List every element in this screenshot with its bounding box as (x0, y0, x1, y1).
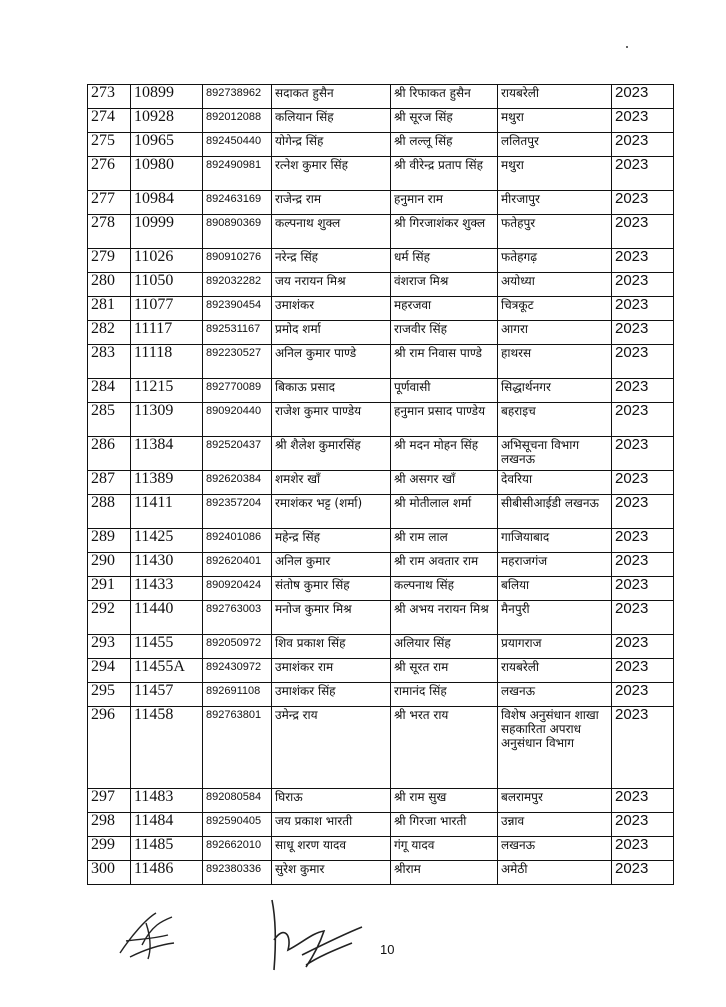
pno-cell: 892662010 (203, 837, 272, 861)
father-name-cell: वंशराज मिश्र (391, 273, 498, 297)
pno-cell: 892230527 (203, 345, 272, 379)
posting-cell: अभिसूचना विभाग लखनऊ (498, 437, 612, 471)
name-cell: नरेन्द्र सिंह (272, 249, 391, 273)
year-cell: 2023 (612, 345, 674, 379)
year-cell: 2023 (612, 813, 674, 837)
number-cell: 11118 (131, 345, 203, 379)
table-row (88, 191, 674, 215)
name-cell: उमाशंकर (272, 297, 391, 321)
table-row (88, 379, 674, 403)
pno-cell: 892012088 (203, 109, 272, 133)
posting-cell: सिद्धार्थनगर (498, 379, 612, 403)
serial-cell: 286 (88, 437, 131, 471)
posting-cell: बहराइच (498, 403, 612, 437)
serial-cell: 300 (88, 861, 131, 885)
father-name-cell: श्री गिरजा भारती (391, 813, 498, 837)
serial-cell: 297 (88, 789, 131, 813)
name-cell: शमशेर खाँ (272, 471, 391, 495)
year-cell: 2023 (612, 273, 674, 297)
table-row (88, 109, 674, 133)
number-cell: 11458 (131, 707, 203, 789)
number-cell: 11457 (131, 683, 203, 707)
serial-cell: 279 (88, 249, 131, 273)
name-cell: घिराऊ (272, 789, 391, 813)
pno-cell: 892620401 (203, 553, 272, 577)
pno-cell: 892463169 (203, 191, 272, 215)
year-cell: 2023 (612, 133, 674, 157)
number-cell: 11430 (131, 553, 203, 577)
posting-cell: मीरजापुर (498, 191, 612, 215)
father-name-cell: श्री वीरेन्द्र प्रताप सिंह (391, 157, 498, 191)
serial-cell: 281 (88, 297, 131, 321)
name-cell: बिकाऊ प्रसाद (272, 379, 391, 403)
posting-cell: रायबरेली (498, 659, 612, 683)
serial-cell: 280 (88, 273, 131, 297)
number-cell: 11425 (131, 529, 203, 553)
father-name-cell: महरजवा (391, 297, 498, 321)
father-name-cell: श्री लल्लू सिंह (391, 133, 498, 157)
table-row (88, 297, 674, 321)
pno-cell: 890920440 (203, 403, 272, 437)
name-cell: संतोष कुमार सिंह (272, 577, 391, 601)
number-cell: 11215 (131, 379, 203, 403)
serial-cell: 276 (88, 157, 131, 191)
posting-cell: बलरामपुर (498, 789, 612, 813)
year-cell: 2023 (612, 249, 674, 273)
name-cell: राजेश कुमार पाण्डेय (272, 403, 391, 437)
year-cell: 2023 (612, 403, 674, 437)
year-cell: 2023 (612, 837, 674, 861)
serial-cell: 273 (88, 85, 131, 109)
signature-middle (262, 895, 372, 980)
pno-cell: 892691108 (203, 683, 272, 707)
year-cell: 2023 (612, 707, 674, 789)
father-name-cell: धर्म सिंह (391, 249, 498, 273)
name-cell: राजेन्द्र राम (272, 191, 391, 215)
father-name-cell: गंगू यादव (391, 837, 498, 861)
name-cell: रत्नेश कुमार सिंह (272, 157, 391, 191)
father-name-cell: श्री अभय नरायन मिश्र (391, 601, 498, 635)
pno-cell: 892590405 (203, 813, 272, 837)
father-name-cell: श्री गिरजाशंकर शुक्ल (391, 215, 498, 249)
table-row (88, 215, 674, 249)
number-cell: 11077 (131, 297, 203, 321)
posting-cell: देवरिया (498, 471, 612, 495)
serial-cell: 298 (88, 813, 131, 837)
posting-cell: आगरा (498, 321, 612, 345)
serial-cell: 284 (88, 379, 131, 403)
posting-cell: उन्नाव (498, 813, 612, 837)
father-name-cell: श्री राम सुख (391, 789, 498, 813)
table-row (88, 403, 674, 437)
name-cell: योगेन्द्र सिंह (272, 133, 391, 157)
father-name-cell: श्री मोतीलाल शर्मा (391, 495, 498, 529)
posting-cell: मथुरा (498, 109, 612, 133)
year-cell: 2023 (612, 495, 674, 529)
table-row (88, 553, 674, 577)
signature-left (112, 905, 192, 965)
serial-cell: 275 (88, 133, 131, 157)
table-row (88, 495, 674, 529)
father-name-cell: श्री असगर खाँ (391, 471, 498, 495)
pno-cell: 892050972 (203, 635, 272, 659)
year-cell: 2023 (612, 601, 674, 635)
table-row (88, 345, 674, 379)
posting-cell: ललितपुर (498, 133, 612, 157)
number-cell: 11484 (131, 813, 203, 837)
number-cell: 10999 (131, 215, 203, 249)
pno-cell: 892738962 (203, 85, 272, 109)
father-name-cell: श्री राम अवतार राम (391, 553, 498, 577)
father-name-cell: श्री रिफाकत हुसैन (391, 85, 498, 109)
posting-cell: लखनऊ (498, 837, 612, 861)
number-cell: 11483 (131, 789, 203, 813)
pno-cell: 892763003 (203, 601, 272, 635)
table-row (88, 601, 674, 635)
serial-cell: 288 (88, 495, 131, 529)
father-name-cell: श्री भरत राय (391, 707, 498, 789)
pno-cell: 892401086 (203, 529, 272, 553)
number-cell: 11117 (131, 321, 203, 345)
year-cell: 2023 (612, 85, 674, 109)
number-cell: 10984 (131, 191, 203, 215)
serial-cell: 283 (88, 345, 131, 379)
number-cell: 11455 (131, 635, 203, 659)
name-cell: अनिल कुमार (272, 553, 391, 577)
posting-cell: अमेठी (498, 861, 612, 885)
table-row (88, 813, 674, 837)
father-name-cell: श्री सूरत राम (391, 659, 498, 683)
serial-cell: 292 (88, 601, 131, 635)
posting-cell: विशेष अनुसंधान शाखा सहकारिता अपराध अनुसंधान विभाग (498, 707, 612, 789)
table-row (88, 683, 674, 707)
name-cell: प्रमोद शर्मा (272, 321, 391, 345)
father-name-cell: अलियार सिंह (391, 635, 498, 659)
father-name-cell: श्रीराम (391, 861, 498, 885)
pno-cell: 892490981 (203, 157, 272, 191)
name-cell: जय नरायन मिश्र (272, 273, 391, 297)
table-row (88, 321, 674, 345)
serial-cell: 293 (88, 635, 131, 659)
name-cell: उमेन्द्र राय (272, 707, 391, 789)
pno-cell: 892770089 (203, 379, 272, 403)
serial-cell: 291 (88, 577, 131, 601)
serial-cell: 299 (88, 837, 131, 861)
serial-cell: 295 (88, 683, 131, 707)
year-cell: 2023 (612, 157, 674, 191)
serial-cell: 296 (88, 707, 131, 789)
speck (626, 46, 628, 48)
year-cell: 2023 (612, 379, 674, 403)
number-cell: 11485 (131, 837, 203, 861)
year-cell: 2023 (612, 683, 674, 707)
table-body (88, 85, 674, 885)
name-cell: अनिल कुमार पाण्डे (272, 345, 391, 379)
number-cell: 11050 (131, 273, 203, 297)
serial-cell: 274 (88, 109, 131, 133)
number-cell: 11384 (131, 437, 203, 471)
name-cell: सुरेश कुमार (272, 861, 391, 885)
posting-cell: मैनपुरी (498, 601, 612, 635)
posting-cell: चित्रकूट (498, 297, 612, 321)
number-cell: 11411 (131, 495, 203, 529)
table-row (88, 659, 674, 683)
pno-cell: 892390454 (203, 297, 272, 321)
pno-cell: 890890369 (203, 215, 272, 249)
posting-cell: प्रयागराज (498, 635, 612, 659)
table-row (88, 577, 674, 601)
table-row (88, 837, 674, 861)
serial-cell: 294 (88, 659, 131, 683)
table-row (88, 529, 674, 553)
year-cell: 2023 (612, 659, 674, 683)
serial-cell: 277 (88, 191, 131, 215)
year-cell: 2023 (612, 437, 674, 471)
name-cell: कल्पनाथ शुक्ल (272, 215, 391, 249)
posting-cell: सीबीसीआईडी लखनऊ (498, 495, 612, 529)
father-name-cell: रामानंद सिंह (391, 683, 498, 707)
posting-cell: लखनऊ (498, 683, 612, 707)
year-cell: 2023 (612, 191, 674, 215)
pno-cell: 892620384 (203, 471, 272, 495)
number-cell: 11389 (131, 471, 203, 495)
pno-cell: 892357204 (203, 495, 272, 529)
table-row (88, 157, 674, 191)
year-cell: 2023 (612, 789, 674, 813)
name-cell: मनोज कुमार मिश्र (272, 601, 391, 635)
posting-cell: मथुरा (498, 157, 612, 191)
serial-cell: 282 (88, 321, 131, 345)
name-cell: शिव प्रकाश सिंह (272, 635, 391, 659)
name-cell: रमाशंकर भट्ट (शर्मा) (272, 495, 391, 529)
number-cell: 10899 (131, 85, 203, 109)
name-cell: जय प्रकाश भारती (272, 813, 391, 837)
table-row (88, 635, 674, 659)
table-row (88, 861, 674, 885)
year-cell: 2023 (612, 635, 674, 659)
posting-cell: गाजियाबाद (498, 529, 612, 553)
posting-cell: महराजगंज (498, 553, 612, 577)
year-cell: 2023 (612, 109, 674, 133)
name-cell: महेन्द्र सिंह (272, 529, 391, 553)
father-name-cell: कल्पनाथ सिंह (391, 577, 498, 601)
year-cell: 2023 (612, 321, 674, 345)
table-row (88, 707, 674, 789)
personnel-table (87, 84, 674, 885)
pno-cell: 892032282 (203, 273, 272, 297)
father-name-cell: पूर्णवासी (391, 379, 498, 403)
serial-cell: 290 (88, 553, 131, 577)
posting-cell: अयोध्या (498, 273, 612, 297)
table-row (88, 85, 674, 109)
pno-cell: 892430972 (203, 659, 272, 683)
posting-cell: बलिया (498, 577, 612, 601)
year-cell: 2023 (612, 297, 674, 321)
father-name-cell: श्री सूरज सिंह (391, 109, 498, 133)
table-row (88, 789, 674, 813)
posting-cell: फतेहपुर (498, 215, 612, 249)
serial-cell: 278 (88, 215, 131, 249)
name-cell: साधू शरण यादव (272, 837, 391, 861)
serial-cell: 287 (88, 471, 131, 495)
name-cell: उमाशंकर राम (272, 659, 391, 683)
pno-cell: 892520437 (203, 437, 272, 471)
year-cell: 2023 (612, 471, 674, 495)
pno-cell: 892531167 (203, 321, 272, 345)
pno-cell: 892763801 (203, 707, 272, 789)
year-cell: 2023 (612, 529, 674, 553)
number-cell: 11433 (131, 577, 203, 601)
name-cell: श्री शैलेश कुमारसिंह (272, 437, 391, 471)
pno-cell: 892450440 (203, 133, 272, 157)
number-cell: 10928 (131, 109, 203, 133)
father-name-cell: श्री राम लाल (391, 529, 498, 553)
serial-cell: 289 (88, 529, 131, 553)
father-name-cell: हनुमान प्रसाद पाण्डेय (391, 403, 498, 437)
number-cell: 11309 (131, 403, 203, 437)
pno-cell: 890920424 (203, 577, 272, 601)
posting-cell: रायबरेली (498, 85, 612, 109)
page-number: 10 (380, 942, 395, 957)
serial-cell: 285 (88, 403, 131, 437)
name-cell: उमाशंकर सिंह (272, 683, 391, 707)
number-cell: 10965 (131, 133, 203, 157)
father-name-cell: राजवीर सिंह (391, 321, 498, 345)
table-row (88, 471, 674, 495)
pno-cell: 892080584 (203, 789, 272, 813)
table-row (88, 249, 674, 273)
year-cell: 2023 (612, 577, 674, 601)
number-cell: 11026 (131, 249, 203, 273)
table-row (88, 273, 674, 297)
number-cell: 11486 (131, 861, 203, 885)
table-row (88, 133, 674, 157)
father-name-cell: श्री मदन मोहन सिंह (391, 437, 498, 471)
number-cell: 11455A (131, 659, 203, 683)
father-name-cell: हनुमान राम (391, 191, 498, 215)
pno-cell: 892380336 (203, 861, 272, 885)
table-row (88, 437, 674, 471)
year-cell: 2023 (612, 861, 674, 885)
year-cell: 2023 (612, 215, 674, 249)
year-cell: 2023 (612, 553, 674, 577)
father-name-cell: श्री राम निवास पाण्डे (391, 345, 498, 379)
name-cell: कलियान सिंह (272, 109, 391, 133)
pno-cell: 890910276 (203, 249, 272, 273)
number-cell: 10980 (131, 157, 203, 191)
posting-cell: हाथरस (498, 345, 612, 379)
posting-cell: फतेहगढ़ (498, 249, 612, 273)
name-cell: सदाकत हुसैन (272, 85, 391, 109)
number-cell: 11440 (131, 601, 203, 635)
